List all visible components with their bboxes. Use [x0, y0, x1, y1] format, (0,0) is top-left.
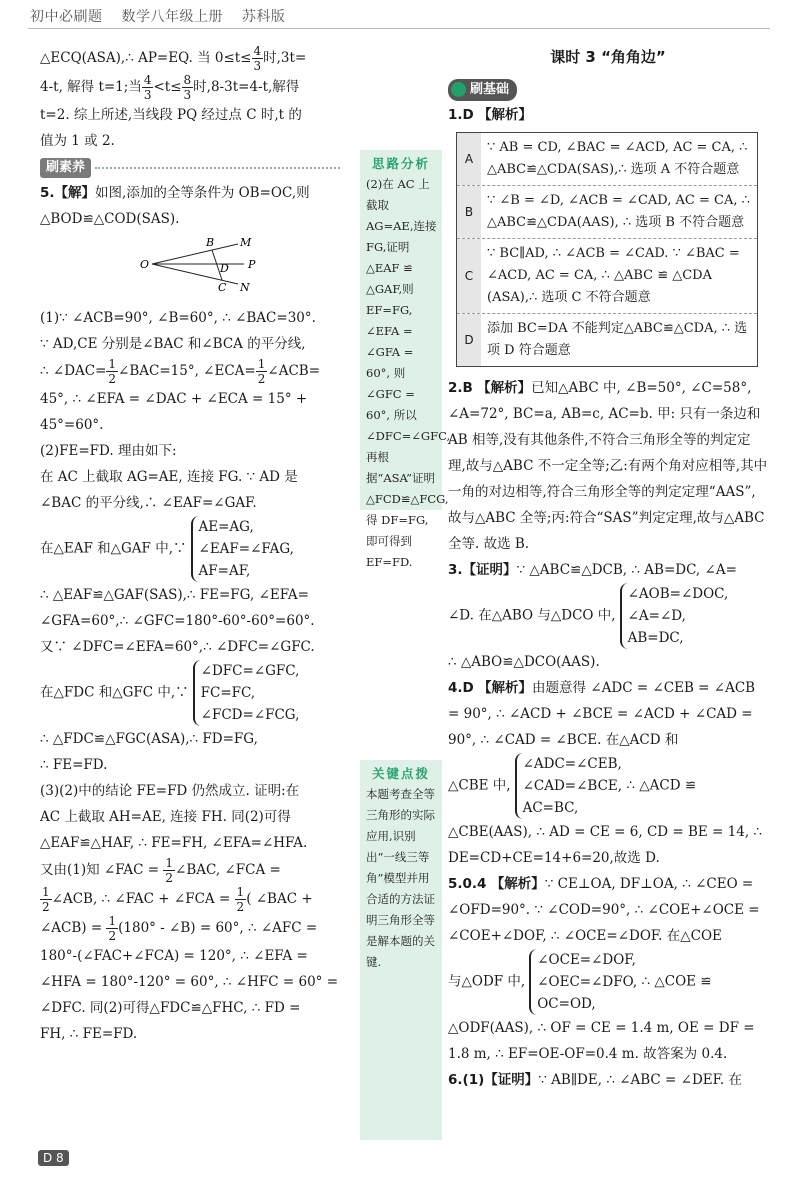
options-table	[456, 132, 758, 367]
text-line: △ODF(AAS), ∴ OF = CE = 1.4 m, OE = DF = 1.8 m, ∴ EF=OE-OF=0.4 m. 故答案为 0.4.	[448, 1020, 755, 1062]
fraction: $\frac{1}{2}$	[257, 357, 266, 386]
text-line: ∴ ∠DAC= $\frac{1}{2}$ ∠BAC=15°, ∠ECA= $\frac{1}{2}$ ∠ACB=	[40, 357, 321, 386]
lesson-title: 课时 3 “角角边”	[550, 48, 666, 66]
label-b: B	[206, 236, 215, 249]
text-line: t=2. 综上所述,当线段 PQ 经过点 C 时,t 的	[40, 107, 302, 123]
text-line: 4-t, 解得 t=1;当 $\frac{4}{3}$ <t≤ $\frac{8}{3}$ 时,8-3t=4-t,解得	[40, 73, 300, 102]
question-5: 5.0.4 【解析】∵ CE⊥OA, DF⊥OA, ∴ ∠CEO = ∠OFD=90°. ∵ ∠COD=90°, ∴ ∠COE+∠OCE = ∠COE+∠DOF, ∴ ∠OCE=∠DOF. 在△COE	[448, 876, 760, 944]
brace-group: ∠DFC=∠GFC, FC=FC, ∠FCD=∠FCG,	[193, 660, 300, 726]
answer-tag: 【解】	[54, 185, 96, 201]
sidebar-text: 本题考查全等三角形的实际应用,识别出“一线三等角”模型并用合适的方法证明三角形全等是解本题的关键.	[366, 787, 435, 969]
question-number: 5.	[40, 185, 55, 201]
sidebar-title: 关键点拨	[371, 766, 430, 781]
question-6: 6.(1)【证明】∵ AB∥DE, ∴ ∠ABC = ∠DEF. 在	[448, 1072, 742, 1088]
text-line: ∠DFC. 同(2)可得△FDC≌△FHC, ∴ FD =	[40, 1000, 301, 1016]
label-n: N	[240, 281, 250, 292]
text-line: ∠GFA=60°,∴ ∠GFC=180°-60°-60°=60°.	[40, 613, 315, 629]
text-line: ∠BAC 的平分线,∴ ∠EAF=∠GAF.	[40, 495, 257, 511]
brace-group: ∠ADC=∠CEB, ∠CAD=∠BCE, AC=BC,	[515, 753, 622, 819]
text-line: (1)∵ ∠ACB=90°, ∠B=60°, ∴ ∠BAC=30°.	[40, 310, 316, 326]
question-3: 3.【证明】∵ △ABC≌△DCB, ∴ AB=DC, ∠A=	[448, 562, 737, 578]
question-number: 3.	[448, 562, 463, 578]
page-header	[30, 6, 299, 26]
sidebar-analysis	[360, 150, 451, 569]
text-line: ∴ FE=FD.	[40, 757, 108, 773]
question-4: 4.D 【解析】由题意得 ∠ADC = ∠CEB = ∠ACB = 90°, ∴ ∠ACD + ∠BCE = ∠ACD + ∠CAD = 90°, ∴ ∠CAD = ∠BCE. 在△ACD 和	[448, 680, 756, 748]
dotted-rule	[95, 167, 340, 169]
answer-tag: (1)【证明】	[462, 1072, 539, 1088]
answer-choice: D	[462, 107, 474, 123]
label-o: O	[140, 258, 150, 271]
section-divider	[40, 154, 358, 180]
answer-tag: 【证明】	[462, 562, 517, 578]
question-2: 2.B 【解析】已知△ABC 中, ∠B=50°, ∠C=58°, ∠A=72°, BC=a, AB=c, AC=b. 甲: 只有一条边和 AB 相等,没有其他条件,不符合三角形全等的判定定理,故与△ABC 不一定全等;乙:有两个角对应相等,其中一角的对边相等,符合三角形全等的判定定理“AAS”,故与△ABC 全等;丙:符合“SAS”判定定理,故与△ABC 全等. 故选 B.	[448, 380, 768, 552]
sidebar-title: 思路分析	[371, 156, 430, 171]
angle-figure	[140, 236, 260, 292]
text-line: ∠ACB) = $\frac{1}{2}$ (180° - ∠B) = 60°, ∴ ∠AFC =	[40, 914, 318, 943]
option-row	[457, 186, 757, 239]
answer-tag: 【解析】	[478, 680, 533, 696]
label-p: P	[248, 258, 256, 271]
option-label: A	[457, 133, 481, 185]
sidebar-text: (2)在 AC 上截取 AG=AE,连接 FG,证明△EAF ≌ △GAF,则 EF=FG, ∠EFA = ∠GFA = 60°, 则 ∠GFC = 60°, 所以∠DFC=∠GFC,再根据“ASA”证明△FCD≌△FCG, 得 DF=FG,即可得到 EF=FD.	[366, 177, 451, 569]
text-line: FH, ∴ FE=FD.	[40, 1026, 138, 1042]
text-line: ∵ AD,CE 分别是∠BAC 和∠BCA 的平分线,	[40, 336, 306, 352]
answer-tag: 【解析】	[478, 107, 533, 123]
book-title: 初中必刷题	[30, 9, 103, 25]
condition-group: 在△FDC 和△GFC 中,∵∠DFC=∠GFC, FC=FC, ∠FCD=∠FCG,	[40, 660, 358, 726]
option-label: C	[457, 239, 481, 313]
left-column	[40, 44, 358, 1047]
text-line: (3)(2)中的结论 FE=FD 仍然成立. 证明:在	[40, 783, 300, 799]
text-line: 45°=60°.	[40, 417, 104, 433]
edition-label: 苏科版	[241, 9, 286, 25]
fraction: $\frac{1}{2}$	[108, 357, 117, 386]
answer-choice: D	[462, 680, 474, 696]
fraction: $\frac{4}{3}$	[143, 73, 152, 102]
fraction: $\frac{4}{3}$	[253, 44, 262, 73]
fraction: $\frac{8}{3}$	[183, 73, 192, 102]
text-line: 在 AC 上截取 AG=AE, 连接 FG. ∵ AD 是	[40, 469, 298, 485]
subject-title: 数学八年级上册	[121, 9, 223, 25]
option-row	[457, 133, 757, 186]
question-5-line: 5.【解】如图,添加的全等条件为 OB=OC,则	[40, 185, 310, 201]
answer-choice: B	[462, 380, 473, 396]
question-number: 1.	[448, 107, 463, 123]
text-line: △CBE(AAS), ∴ AD = CE = 6, CD = BE = 14, ∴ DE=CD+CE=14+6=20,故选 D.	[448, 824, 763, 866]
option-text: ∵ ∠B = ∠D, ∠ACB = ∠CAD, AC = CA, ∴ △ABC≌△CDA(AAS), ∴ 选项 B 不符合题意	[487, 193, 750, 230]
answer-value: 0.4	[462, 876, 487, 892]
text-line: 180°-(∠FAC+∠FCA) = 120°, ∴ ∠EFA =	[40, 948, 308, 964]
answer-tag: 【解析】	[477, 380, 532, 396]
option-label: D	[457, 314, 481, 366]
condition-group: 与△ODF 中,∠OCE=∠DOF, ∠OEC=∠DFO, OC=OD, ∴ △COE ≌	[448, 949, 768, 1015]
text-line: AC 上截取 AH=AE, 连接 FH. 同(2)可得	[40, 809, 291, 825]
option-label: B	[457, 186, 481, 238]
condition-group: 在△EAF 和△GAF 中,∵AE=AG, ∠EAF=∠FAG, AF=AF,	[40, 516, 358, 582]
section-divider	[448, 76, 768, 102]
option-text: ∵ AB = CD, ∠BAC = ∠ACD, AC = CA, ∴ △ABC≌△CDA(SAS),∴ 选项 A 不符合题意	[487, 140, 748, 177]
condition-group: ∠D. 在△ABO 与△DCO 中,∠AOB=∠DOC, ∠A=∠D, AB=DC,	[448, 583, 768, 649]
text-line: △EAF≌△HAF, ∴ FE=FH, ∠EFA=∠HFA.	[40, 835, 308, 851]
section-tag: 刷素养	[40, 158, 91, 178]
brace-group: AE=AG, ∠EAF=∠FAG, AF=AF,	[191, 516, 294, 582]
text-line: 值为 1 或 2.	[40, 133, 115, 149]
text-line: ∴ △ABO≌△DCO(AAS).	[448, 654, 600, 670]
option-row	[457, 239, 757, 314]
fraction: $\frac{1}{2}$	[42, 885, 50, 914]
ray-om	[152, 244, 238, 264]
label-c: C	[218, 281, 227, 292]
text-line: $\frac{1}{2}$ ∠ACB, ∴ ∠FAC + ∠FCA = $\frac{1}{2}$ ( ∠BAC +	[42, 885, 313, 914]
section-tag: 刷基础	[448, 79, 517, 101]
header-rule	[28, 28, 770, 29]
text-line: 又由(1)知 ∠FAC = $\frac{1}{2}$ ∠BAC, ∠FCA =	[40, 856, 281, 885]
answer-tag: 【解析】	[490, 876, 545, 892]
label-m: M	[240, 236, 252, 249]
page-number: D 8	[38, 1150, 69, 1166]
option-row	[457, 314, 757, 366]
question-1-line	[448, 102, 768, 128]
text-line: △ECQ(ASA),∴ AP=EQ. 当 0≤t≤ $\frac{4}{3}$ 时,3t=	[40, 44, 307, 73]
fraction: $\frac{1}{2}$	[165, 856, 174, 885]
text-line: ∴ △FDC≌△FGC(ASA),∴ FD=FG,	[40, 731, 258, 747]
text-line: △BOD≌△COD(SAS).	[40, 211, 180, 227]
question-number: 5.	[448, 876, 463, 892]
text-line: ∴ △EAF≌△GAF(SAS),∴ FE=FG, ∠EFA=	[40, 587, 309, 603]
condition-group: △CBE 中,∠ADC=∠CEB, ∠CAD=∠BCE, AC=BC, ∴ △ACD ≌	[448, 753, 768, 819]
sidebar-key-point	[360, 760, 442, 1140]
right-column	[448, 44, 768, 1093]
brace-group: ∠AOB=∠DOC, ∠A=∠D, AB=DC,	[620, 583, 729, 649]
text-line: ∠HFA = 180°-120° = 60°, ∴ ∠HFC = 60° =	[40, 974, 339, 990]
text-line: 45°, ∴ ∠EFA = ∠DAC + ∠ECA = 15° +	[40, 391, 308, 407]
question-number: 2.	[448, 380, 463, 396]
fraction: $\frac{1}{2}$	[236, 885, 245, 914]
text-line: (2)FE=FD. 理由如下:	[40, 443, 177, 459]
text-line: 又∵ ∠DFC=∠EFA=60°,∴ ∠DFC=∠GFC.	[40, 639, 315, 655]
question-number: 4.	[448, 680, 463, 696]
option-text: 添加 BC=DA 不能判定△ABC≌△CDA, ∴ 选项 D 符合题意	[487, 321, 748, 358]
brace-group: ∠OCE=∠DOF, ∠OEC=∠DFO, OC=OD,	[529, 949, 637, 1015]
geometry-figure	[140, 236, 358, 301]
question-number: 6.	[448, 1072, 463, 1088]
option-text: ∵ BC∥AD, ∴ ∠ACB = ∠CAD. ∵ ∠BAC = ∠ACD, AC = CA, ∴ △ABC ≌ △CDA (ASA),∴ 选项 C 不符合题意	[487, 246, 740, 305]
label-d: D	[220, 262, 229, 275]
fraction: $\frac{1}{2}$	[108, 914, 117, 943]
